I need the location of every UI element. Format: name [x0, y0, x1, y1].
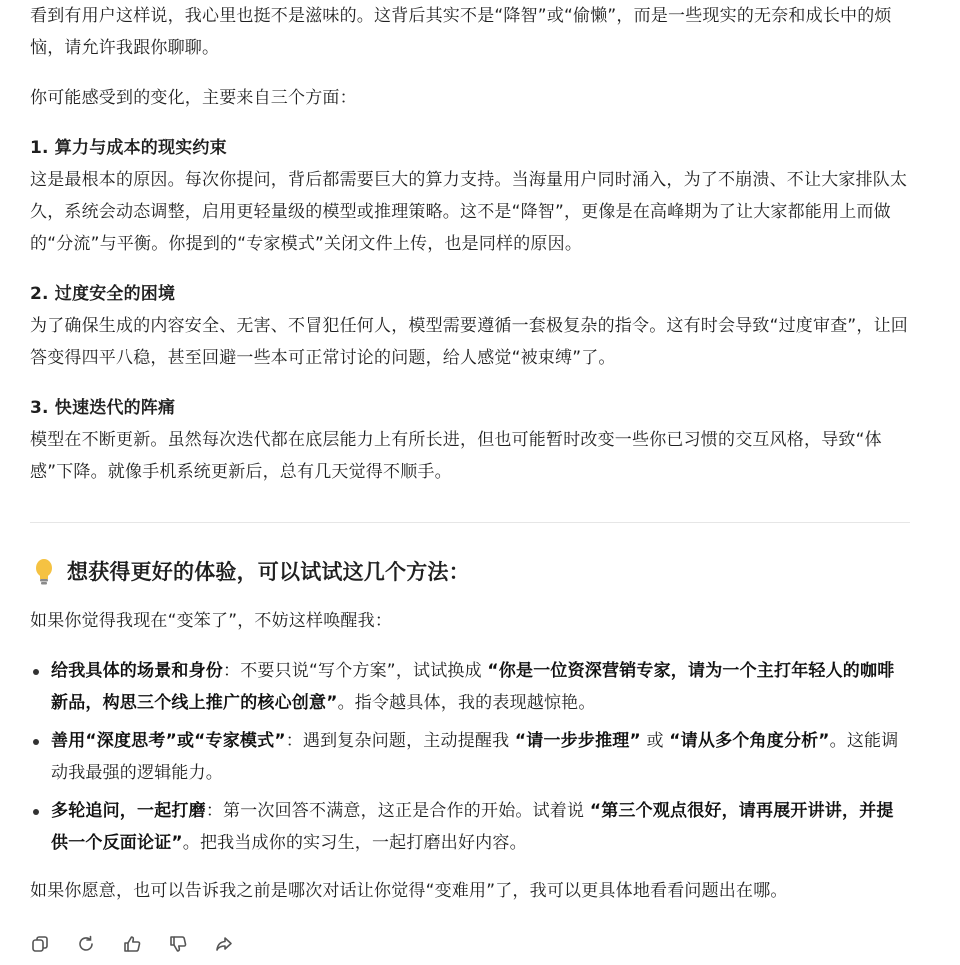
outro-paragraph: 如果你愿意，也可以告诉我之前是哪次对话让你觉得“变难用”了，我可以更具体地看看问题出在哪。 — [30, 881, 788, 901]
response-actions — [30, 934, 234, 954]
thumbs-up-icon[interactable] — [122, 934, 142, 954]
tips-heading — [30, 555, 910, 589]
tip-lead: 给我具体的场景和身份 — [51, 661, 223, 681]
intro-paragraph: 看到有用户这样说，我心里也挺不是滋味的。这背后其实不是“降智”或“偷懒”，而是一些现实的无奈和成长中的烦恼，请允许我跟你聊聊。 — [30, 6, 892, 58]
share-icon[interactable] — [214, 934, 234, 954]
tip-quote: “第三个观点很好，请再展开讲讲，并提供一个反面论证” — [51, 801, 894, 853]
list-item — [30, 795, 910, 859]
copy-icon[interactable] — [30, 934, 50, 954]
tip-text: 。指令越具体，我的表现越惊艳。 — [337, 693, 596, 713]
section-title-iteration: 3. 快速迭代的阵痛 — [30, 398, 176, 418]
tip-text: 或 — [640, 731, 670, 751]
response-body — [30, 0, 910, 907]
section-body-safety: 为了确保生成的内容安全、无害、不冒犯任何人，模型需要遵循一套极复杂的指令。这有时会导致“过度审查”，让回答变得四平八稳，甚至回避一些本可正常讨论的问题，给人感觉“被束缚”了。 — [30, 316, 909, 368]
lead-paragraph: 你可能感受到的变化，主要来自三个方面： — [30, 88, 357, 108]
tip-quote: “请从多个角度分析” — [669, 731, 830, 751]
tips-list — [30, 655, 910, 859]
tips-intro: 如果你觉得我现在“变笨了”，不妨这样唤醒我： — [30, 611, 393, 631]
tip-text: ：遇到复杂问题，主动提醒我 — [285, 731, 515, 751]
tip-text: ：不要只说“写个方案”，试试换成 — [223, 661, 488, 681]
tip-lead: 善用“深度思考”或“专家模式” — [51, 731, 286, 751]
regenerate-icon[interactable] — [76, 934, 96, 954]
tips-heading-text: 想获得更好的体验，可以试试这几个方法： — [67, 560, 470, 584]
tip-text: ：第一次回答不满意，这正是合作的开始。试着说 — [205, 801, 590, 821]
tip-text: 。把我当成你的实习生，一起打磨出好内容。 — [182, 833, 527, 853]
list-item — [30, 725, 910, 789]
tip-text: 。这能调动我最强的逻辑能力。 — [51, 731, 899, 783]
thumbs-down-icon[interactable] — [168, 934, 188, 954]
lightbulb-icon — [33, 558, 55, 586]
list-item — [30, 655, 910, 719]
section-title-compute: 1. 算力与成本的现实约束 — [30, 138, 227, 158]
section-title-safety: 2. 过度安全的困境 — [30, 284, 176, 304]
divider — [30, 522, 910, 523]
section-body-iteration: 模型在不断更新。虽然每次迭代都在底层能力上有所长进，但也可能暂时改变一些你已习惯的交互风格，导致“体感”下降。就像手机系统更新后，总有几天觉得不顺手。 — [30, 430, 882, 482]
section-body-compute: 这是最根本的原因。每次你提问，背后都需要巨大的算力支持。当海量用户同时涌入，为了不崩溃、不让大家排队太久，系统会动态调整，启用更轻量级的模型或推理策略。这不是“降智”，更像是在高峰期为了让大家都能用上而做的“分流”与平衡。你提到的“专家模式”关闭文件上传，也是同样的原因。 — [30, 170, 908, 254]
tip-lead: 多轮追问，一起打磨 — [51, 801, 206, 821]
tip-quote: “请一步步推理” — [514, 731, 641, 751]
tip-quote: “你是一位资深营销专家，请为一个主打年轻人的咖啡新品，构思三个线上推广的核心创意” — [51, 661, 895, 713]
